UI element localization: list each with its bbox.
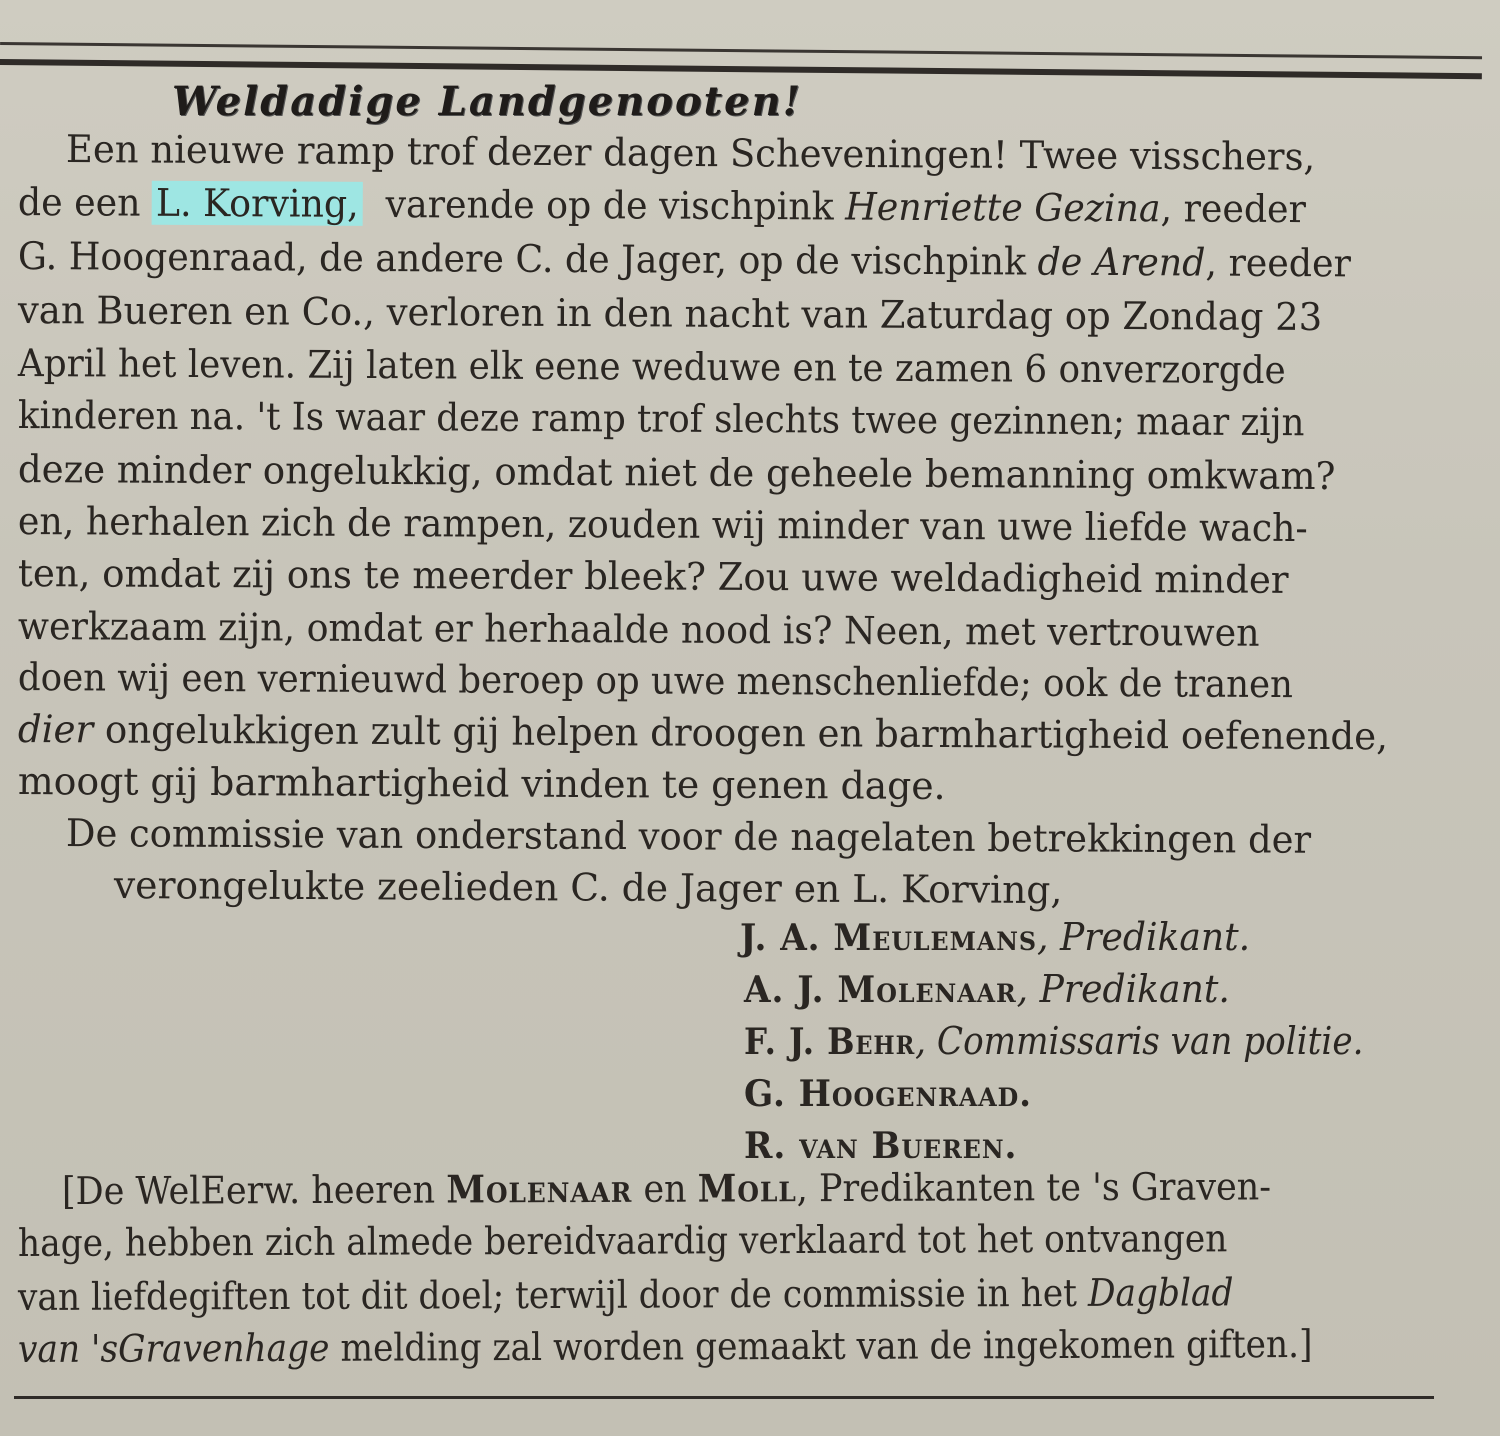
article-title: Weldadige Landgenooten! (172, 78, 803, 125)
body-line-7: deze minder ongelukkig, omdat niet de geheele bemanning omkwam? (17, 447, 1336, 499)
body-line-1: Een nieuwe ramp trof dezer dagen Scheveningen! Twee visschers, (65, 127, 1316, 179)
note-line-3: van liefdegiften tot dit doel; terwijl door de commissie in het Dagblad (17, 1270, 1234, 1319)
signatory-2: A. J. Molenaar, Predikant. (744, 967, 1230, 1011)
note-line-1: [De WelEerw. heeren Molenaar en Moll, Predikanten te 's Graven- (61, 1164, 1272, 1213)
body-line-11: doen wij een vernieuwd beroep op uwe menschenliefde; ook de tranen (17, 655, 1294, 707)
body-line-4: van Bueren en Co., verloren in den nacht van Zaturdag op Zondag 23 (17, 288, 1323, 340)
signatory-3: F. J. Behr, Commissaris van politie. (744, 1019, 1364, 1063)
body-line-8: en, herhalen zich de rampen, zouden wij minder van uwe liefde wach- (17, 499, 1308, 551)
body-line-13: moogt gij barmhartigheid vinden te genen dage. (17, 759, 946, 808)
body-line-9: ten, omdat zij ons te meerder bleek? Zou uwe weldadigheid minder (17, 551, 1289, 602)
top-rule (0, 42, 1482, 79)
signatory-4: G. Hoogenraad. (744, 1073, 1032, 1115)
signatory-1: J. A. Meulemans, Predikant. (740, 915, 1251, 959)
bottom-rule (14, 1396, 1434, 1399)
committee-line-2: verongelukte zeelieden C. de Jager en L. Korving, (113, 863, 1063, 913)
note-line-2: hage, hebben zich almede bereidvaardig verklaard tot het ontvangen (17, 1216, 1228, 1265)
committee-line-1: De commissie van onderstand voor de nagelaten betrekkingen der (65, 811, 1312, 862)
body-line-2: de een L. Korving, varende op de vischpink Henriette Gezina, reeder (17, 180, 1307, 232)
body-line-12: dier ongelukkigen zult gij helpen droogen en barmhartigheid oefenende, (17, 707, 1389, 759)
body-line-5: April het leven. Zij laten elk eene weduwe en te zamen 6 onverzorgde (17, 341, 1286, 393)
body-line-10: werkzaam zijn, omdat er herhaalde nood is? Neen, met vertrouwen (17, 604, 1260, 655)
note-line-4: van 'sGravenhage melding zal worden gemaakt van de ingekomen giften.] (17, 1322, 1313, 1371)
signatory-5: R. van Bueren. (744, 1125, 1018, 1167)
highlighted-name: L. Korving, (152, 181, 363, 226)
body-line-3: G. Hoogenraad, de andere C. de Jager, op de vischpink de Arend, reeder (17, 234, 1351, 286)
body-line-6: kinderen na. 't Is waar deze ramp trof slechts twee gezinnen; maar zijn (17, 393, 1305, 445)
